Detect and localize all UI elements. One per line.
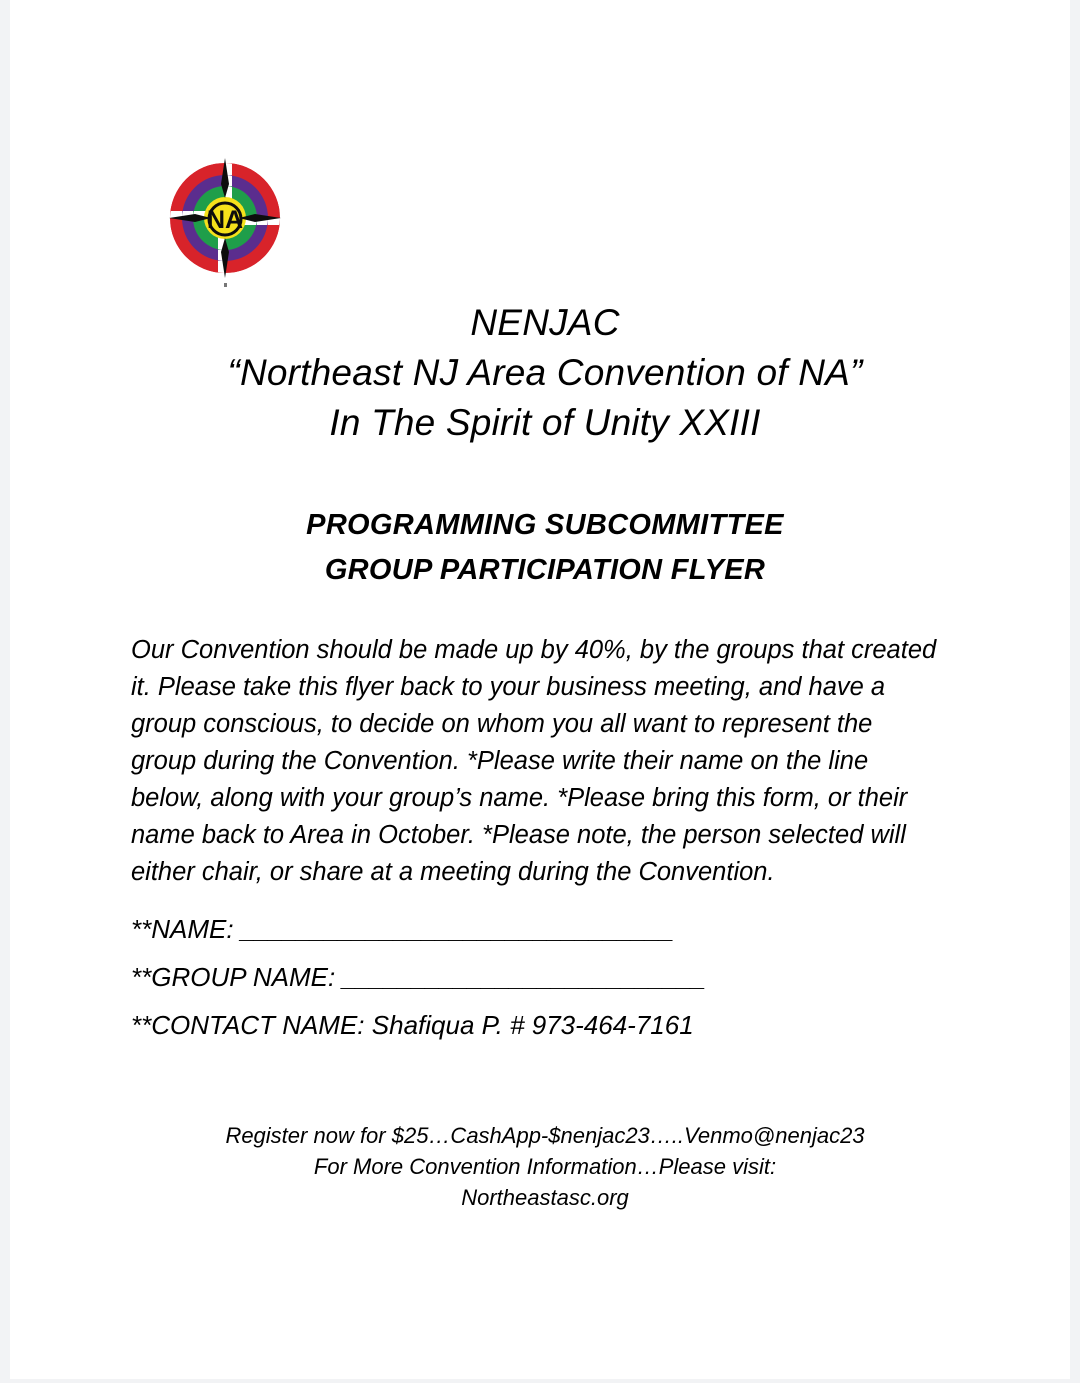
form-row-contact-name: [131, 1001, 951, 1049]
body-line: below, along with your group’s name. *Please bring this form, or their: [131, 784, 908, 812]
body-line: group during the Convention. *Please write their name on the line: [131, 747, 869, 775]
name-field-label: **NAME:: [131, 914, 241, 944]
svg-text:NA: NA: [206, 206, 244, 234]
body-paragraph: [131, 632, 937, 891]
subheading-line-subcommittee: PROGRAMMING SUBCOMMITTEE: [306, 509, 784, 541]
group-name-field-blank-line[interactable]: __________________________: [342, 962, 706, 992]
participation-form-fields: [131, 905, 951, 1049]
footer-line-website[interactable]: Northeastasc.org: [461, 1185, 629, 1210]
contact-name-value: Shafiqua P. # 973-464-7161: [371, 1010, 694, 1040]
registration-footer: [90, 1120, 1000, 1213]
title-line-convention-name: “Northeast NJ Area Convention of NA”: [227, 352, 863, 393]
body-line: group conscious, to decide on whom you all want to represent the: [131, 710, 873, 738]
contact-name-field-label: **CONTACT NAME:: [131, 1010, 372, 1040]
name-field-blank-line[interactable]: _______________________________: [240, 914, 674, 944]
form-row-name: [131, 905, 951, 953]
na-service-symbol-icon: [167, 156, 283, 288]
title-line-organization: NENJAC: [470, 302, 620, 343]
body-line: Our Convention should be made up by 40%, by the groups that created: [131, 636, 937, 664]
body-line: either chair, or share at a meeting during the Convention.: [131, 858, 775, 886]
body-line: it. Please take this flyer back to your business meeting, and have a: [131, 673, 886, 701]
footer-line-registration-payment: Register now for $25…CashApp-$nenjac23…..Venmo@nenjac23: [225, 1123, 865, 1148]
group-name-field-label: **GROUP NAME:: [131, 962, 343, 992]
flyer-subheading: [90, 503, 1000, 593]
body-line: name back to Area in October. *Please note, the person selected will: [131, 821, 906, 849]
form-row-group-name: [131, 953, 951, 1001]
title-line-theme: In The Spirit of Unity XXIII: [329, 402, 761, 443]
footer-line-more-info: For More Convention Information…Please visit:: [313, 1154, 777, 1179]
flyer-title: [90, 298, 1000, 448]
subheading-line-flyer-type: GROUP PARTICIPATION FLYER: [324, 554, 766, 586]
